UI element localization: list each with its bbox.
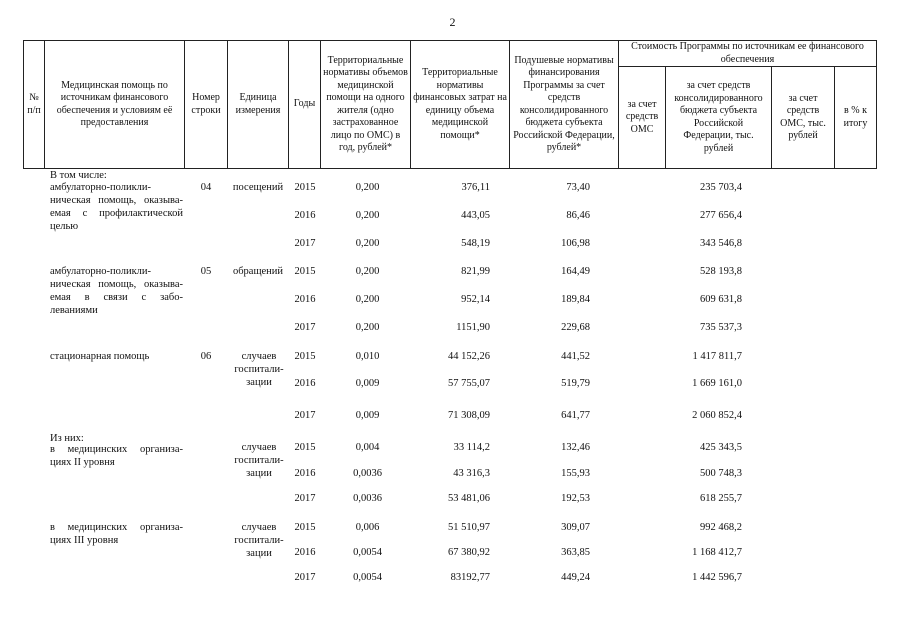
- cost-cell: 71 308,09: [448, 410, 490, 421]
- cost-cell: 44 152,26: [448, 351, 490, 362]
- budget-cell: 343 546,8: [700, 238, 742, 249]
- per-capita-cell: 164,49: [561, 266, 590, 277]
- volume-cell: 0,0036: [353, 493, 382, 504]
- header-unit-text: Единица измерения: [235, 92, 281, 116]
- per-capita-cell: 449,24: [561, 572, 590, 583]
- volume-cell: 0,200: [355, 210, 380, 221]
- volume-cell: 0,200: [355, 238, 380, 249]
- volume-cell: 0,200: [355, 294, 380, 305]
- per-capita-cell: 106,98: [561, 238, 590, 249]
- per-capita-cell: 192,53: [561, 493, 590, 504]
- header-years-text: Годы: [293, 98, 316, 110]
- budget-cell: 500 748,3: [700, 468, 742, 479]
- group-line: 06: [200, 351, 212, 362]
- budget-cell: 609 631,8: [700, 294, 742, 305]
- header-num: № п/п: [23, 40, 45, 169]
- header-care: [44, 40, 185, 169]
- budget-cell: 2 060 852,4: [692, 410, 742, 421]
- cost-cell: 57 755,07: [448, 378, 490, 389]
- year-cell: 2017: [294, 238, 316, 249]
- per-capita-cell: 229,68: [561, 322, 590, 333]
- header-oms-thousand-text: за счет средств ОМС, тыс. рублей: [780, 92, 826, 141]
- year-cell: 2015: [294, 442, 316, 453]
- year-cell: 2017: [294, 493, 316, 504]
- per-capita-cell: 86,46: [566, 210, 590, 221]
- header-line-no-text: Номер строки: [191, 92, 221, 116]
- header-percent: [834, 66, 877, 169]
- year-cell: 2015: [294, 266, 316, 277]
- cost-cell: 376,11: [461, 182, 490, 193]
- header-care-text: Медицинская помощь по источникам финансового обеспечения и условиям её предоставления: [56, 79, 173, 128]
- per-capita-cell: 73,40: [566, 182, 590, 193]
- cost-cell: 53 481,06: [448, 493, 490, 504]
- page-number: 2: [449, 15, 456, 29]
- header-oms-text: за счет средств ОМС: [625, 98, 659, 135]
- header-per-capita-text: Подушевые нормативы финансирования Программы за счет средств консолидированного бюджета субъекта Российской Федерации, рублей*: [513, 54, 615, 153]
- group-label: в медицинских организа-циях III уровня: [50, 522, 183, 547]
- per-capita-cell: 363,85: [561, 547, 590, 558]
- volume-cell: 0,004: [355, 442, 380, 453]
- volume-cell: 0,010: [355, 351, 380, 362]
- cost-cell: 952,14: [461, 294, 490, 305]
- header-unit: [227, 40, 289, 169]
- year-cell: 2017: [294, 572, 316, 583]
- year-cell: 2015: [294, 182, 316, 193]
- header-budget-text: за счет средств консолидированного бюджета субъекта Российской Федерации, тыс. рублей: [674, 80, 763, 154]
- budget-cell: 1 168 412,7: [692, 547, 742, 558]
- header-volume-norm-text: Территориальные нормативы объемов медицинской помощи на одного жителя (одно застрахованное лицо по ОМС) в год, рублей*: [323, 54, 408, 153]
- header-years: [288, 40, 321, 169]
- sub-intro-label: Из них:: [50, 433, 84, 444]
- cost-cell: 1151,90: [456, 322, 490, 333]
- volume-cell: 0,009: [355, 410, 380, 421]
- per-capita-cell: 641,77: [561, 410, 590, 421]
- per-capita-cell: 189,84: [561, 294, 590, 305]
- per-capita-cell: 441,52: [561, 351, 590, 362]
- header-line-no: [184, 40, 228, 169]
- per-capita-cell: 519,79: [561, 378, 590, 389]
- cost-cell: 83192,77: [450, 572, 490, 583]
- budget-cell: 992 468,2: [700, 522, 742, 533]
- year-cell: 2015: [294, 522, 316, 533]
- group-label: стационарная помощь: [50, 351, 150, 362]
- year-cell: 2017: [294, 410, 316, 421]
- header-percent-text: в % к итогу: [843, 105, 868, 129]
- volume-cell: 0,0054: [353, 572, 382, 583]
- group-line: 04: [200, 182, 212, 193]
- budget-cell: 1 669 161,0: [692, 378, 742, 389]
- group-unit: случаев госпитали-зации: [234, 442, 284, 480]
- group-unit: случаев госпитали-зации: [234, 351, 284, 389]
- per-capita-cell: 132,46: [561, 442, 590, 453]
- budget-cell: 528 193,8: [700, 266, 742, 277]
- header-cost-group-text: Стоимость Программы по источникам ее финансового обеспечения: [631, 41, 864, 65]
- volume-cell: 0,200: [355, 182, 380, 193]
- header-oms: [618, 66, 666, 169]
- group-unit: посещений: [232, 182, 284, 193]
- intro-label: В том числе:: [50, 170, 107, 181]
- budget-cell: 1 417 811,7: [692, 351, 742, 362]
- header-cost-group: [618, 40, 877, 67]
- year-cell: 2016: [294, 294, 316, 305]
- header-budget: [665, 66, 772, 169]
- group-label: в медицинских организа-циях II уровня: [50, 444, 183, 469]
- group-unit: случаев госпитали-зации: [234, 522, 284, 560]
- header-per-capita: [509, 40, 619, 169]
- cost-cell: 821,99: [461, 266, 490, 277]
- budget-cell: 1 442 596,7: [692, 572, 742, 583]
- year-cell: 2016: [294, 547, 316, 558]
- budget-cell: 425 343,5: [700, 442, 742, 453]
- budget-cell: 735 537,3: [700, 322, 742, 333]
- header-cost-norm: [410, 40, 510, 169]
- cost-cell: 548,19: [461, 238, 490, 249]
- volume-cell: 0,0054: [353, 547, 382, 558]
- per-capita-cell: 155,93: [561, 468, 590, 479]
- volume-cell: 0,006: [355, 522, 380, 533]
- cost-cell: 67 380,92: [448, 547, 490, 558]
- per-capita-cell: 309,07: [561, 522, 590, 533]
- group-label: амбулаторно-поликли-ническая помощь, оказыва-емая в связи с забо-леваниями: [50, 266, 183, 317]
- year-cell: 2016: [294, 210, 316, 221]
- volume-cell: 0,200: [355, 322, 380, 333]
- cost-cell: 443,05: [461, 210, 490, 221]
- budget-cell: 235 703,4: [700, 182, 742, 193]
- year-cell: 2016: [294, 468, 316, 479]
- group-label: амбулаторно-поликли-ническая помощь, оказыва-емая с профилактической целью: [50, 182, 183, 233]
- volume-cell: 0,0036: [353, 468, 382, 479]
- budget-cell: 618 255,7: [700, 493, 742, 504]
- year-cell: 2016: [294, 378, 316, 389]
- volume-cell: 0,200: [355, 266, 380, 277]
- cost-cell: 33 114,2: [453, 442, 490, 453]
- year-cell: 2015: [294, 351, 316, 362]
- group-unit: обращений: [232, 266, 284, 277]
- cost-cell: 51 510,97: [448, 522, 490, 533]
- cost-cell: 43 316,3: [453, 468, 490, 479]
- volume-cell: 0,009: [355, 378, 380, 389]
- year-cell: 2017: [294, 322, 316, 333]
- header-cost-norm-text: Территориальные нормативы финансовых затрат на единицу объема медицинской помощи*: [413, 67, 507, 141]
- header-volume-norm: [320, 40, 411, 169]
- group-line: 05: [200, 266, 212, 277]
- budget-cell: 277 656,4: [700, 210, 742, 221]
- header-oms-thousand: [771, 66, 835, 169]
